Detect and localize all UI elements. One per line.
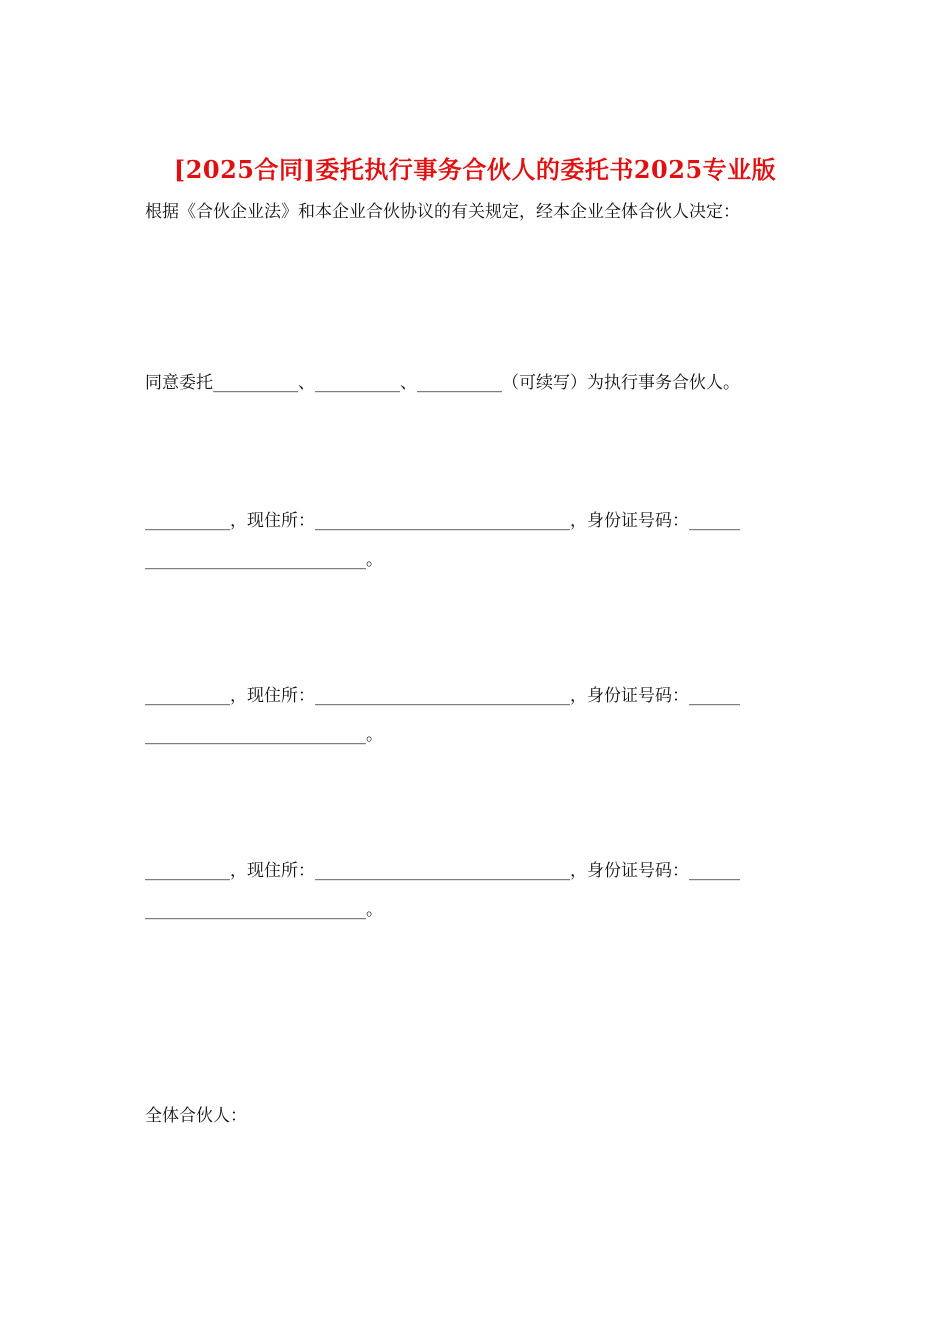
document-title: [2025合同]委托执行事务合伙人的委托书2025专业版: [173, 155, 777, 184]
partner-2-info-line: __________，现住所：______________________________，身份证号码：______: [145, 686, 740, 706]
partner-2-id-continuation: __________________________。: [145, 725, 383, 745]
agreement-paragraph: 同意委托__________、__________、__________（可续写）为执行事务合伙人。: [145, 373, 740, 393]
partner-3-id-continuation: __________________________。: [145, 900, 383, 920]
partner-3-info-line: __________，现住所：______________________________，身份证号码：______: [145, 861, 740, 881]
signature-label: 全体合伙人：: [145, 1106, 247, 1126]
intro-paragraph: 根据《合伙企业法》和本企业合伙协议的有关规定，经本企业全体合伙人决定：: [145, 202, 740, 222]
partner-1-info-line: __________，现住所：______________________________，身份证号码：______: [145, 511, 740, 531]
partner-1-id-continuation: __________________________。: [145, 550, 383, 570]
